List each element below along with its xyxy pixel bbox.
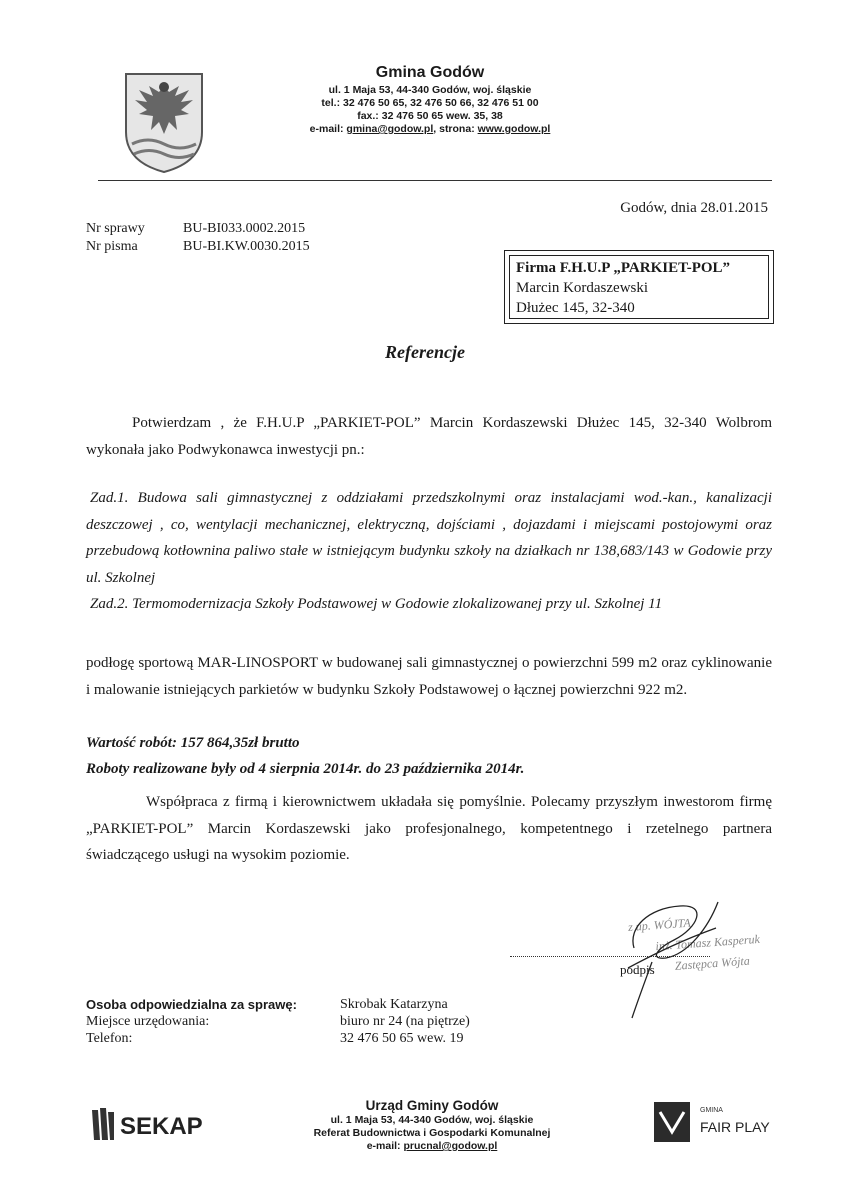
fairplay-small-text: GMINA (700, 1107, 723, 1114)
eagle-crest-icon (122, 70, 206, 174)
handwritten-signature (588, 888, 728, 1023)
stamp-line-1: z up. WÓJTA (627, 915, 692, 935)
letterhead-address: ul. 1 Maja 53, 44-340 Godów, woj. śląskie (328, 84, 532, 96)
email-label: e-mail: (309, 123, 344, 135)
office-label: Miejsce urzędowania: (86, 1014, 210, 1029)
responsible-person (86, 996, 470, 1047)
letter-number-label: Nr pisma (86, 239, 138, 254)
footer-email-label: e-mail: (366, 1140, 401, 1152)
stamp-line-2: inż. Tomasz Kasperuk (654, 931, 761, 954)
fairplay-text: FAIR PLAY (700, 1119, 770, 1135)
task-2: Zad.2. Termomodernizacja Szkoły Podstawowej w Godowie zlokalizowanej przy ul. Szkolnej 11 (90, 596, 663, 612)
letterhead-fax: fax.: 32 476 50 65 wew. 35, 38 (357, 110, 503, 122)
paragraph-value (86, 730, 772, 782)
footer-department: Referat Budownictwa i Gospodarki Komunalnej (313, 1127, 551, 1139)
task-1: Zad.1. Budowa sali gimnastycznej z oddziałami przedszkolnymi oraz instalacjami wod.-kan., kanalizacji deszczowej , co, wentylacji mechanicznej, elektryczną, dojściami , dojazdami i miejscami postojowymi oraz przebudową kotłownina paliwo stałe w istniejącym budynku szkoły na działkach nr 138,683/143 w Godowie przy ul. Szkolnej (86, 490, 772, 586)
sekap-logo-icon (88, 1104, 218, 1144)
paragraph-scope: podłogę sportową MAR-LINOSPORT w budowanej sali gimnastycznej o powierzchni 599 m2 oraz cyklinowanie i malowanie istniejących parkietów w budynku Szkoły Podstawowej o łącznej powierzchni 922 m2. (86, 655, 772, 698)
footer-contact (300, 1140, 564, 1153)
office-value: biuro nr 24 (na piętrze) (340, 1014, 470, 1029)
phone-value: 32 476 50 65 wew. 19 (340, 1031, 464, 1046)
recipient-address-box (504, 250, 774, 324)
letterhead-title: Gmina Godów (375, 64, 485, 81)
letterhead-phones: tel.: 32 476 50 65, 32 476 50 66, 32 476 51 00 (321, 97, 539, 109)
case-number-label: Nr sprawy (86, 221, 145, 236)
case-number-value: BU-BI033.0002.2015 (183, 221, 306, 236)
footer (300, 1098, 564, 1153)
recipient-address: Dłużec 145, 32-340 (516, 300, 635, 316)
works-dates: Roboty realizowane były od 4 sierpnia 2014r. do 23 października 2014r. (86, 761, 525, 777)
letter-number-value: BU-BI.KW.0030.2015 (183, 239, 310, 254)
paragraph-tasks (86, 485, 772, 618)
recipient-person: Marcin Kordaszewski (516, 280, 649, 296)
letterhead-contact (270, 123, 590, 136)
person-value: Skrobak Katarzyna (340, 997, 448, 1012)
www-label: , strona: (433, 123, 475, 135)
phone-label: Telefon: (86, 1031, 133, 1046)
document-title: Referencje (385, 342, 465, 362)
paragraph-confirmation: Potwierdzam , że F.H.U.P „PARKIET-POL” Marcin Kordaszewski Dłużec 145, 32-340 Wolbrom wykonała jako Podwykonawca inwestycji pn.: (86, 415, 772, 458)
footer-email-link[interactable]: prucnal@godow.pl (403, 1140, 498, 1152)
person-label: Osoba odpowiedzialna za sprawę: (86, 997, 297, 1012)
place-date: Godów, dnia 28.01.2015 (620, 200, 768, 216)
footer-title: Urząd Gminy Godów (365, 1098, 499, 1113)
paragraph-recommendation: Współpraca z firmą i kierownictwem układała się pomyślnie. Polecamy przyszłym inwestorom firmę „PARKIET-POL” Marcin Kordaszewski jako profesjonalnego, kompetentnego i rzetelnego partnera świadczącego usługi na wysokim poziomie. (86, 794, 772, 863)
website-link[interactable]: www.godow.pl (477, 123, 551, 135)
email-link[interactable]: gmina@godow.pl (346, 123, 434, 135)
fairplay-logo-icon (652, 1098, 782, 1146)
recipient-company: Firma F.H.U.P „PARKIET-POL” (516, 260, 731, 276)
reference-numbers (86, 220, 310, 256)
signature-label: podpis (620, 962, 655, 977)
works-value: Wartość robót: 157 864,35zł brutto (86, 735, 300, 751)
header-divider (98, 180, 772, 181)
letterhead (270, 64, 590, 136)
footer-address: ul. 1 Maja 53, 44-340 Godów, woj. śląskie (330, 1114, 534, 1126)
sekap-logo-text: SEKAP (120, 1113, 203, 1140)
stamp-line-3: Zastępca Wójta (674, 953, 751, 973)
